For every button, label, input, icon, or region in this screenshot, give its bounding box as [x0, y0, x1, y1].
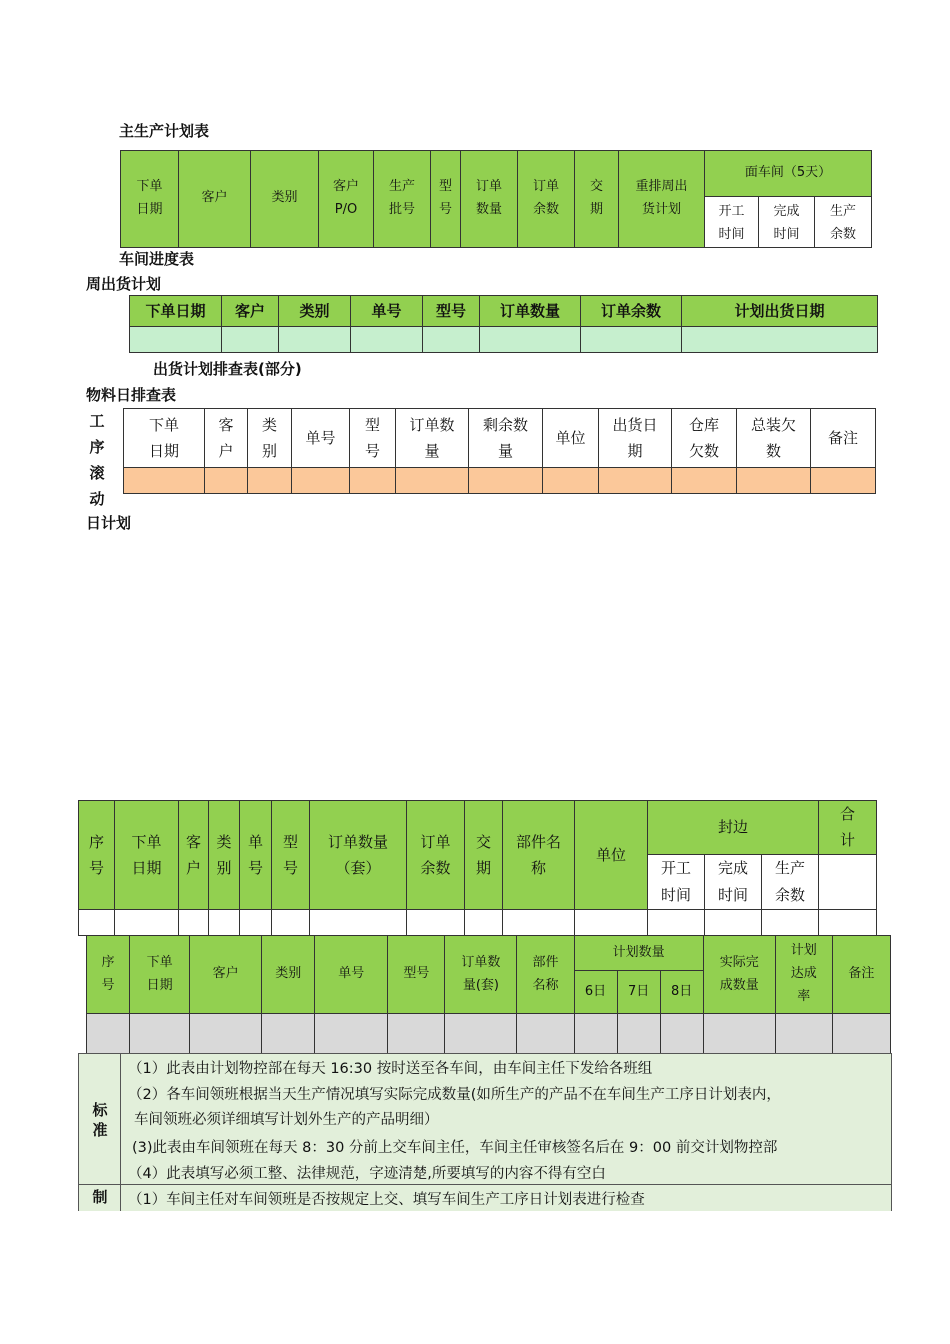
t3-unit: 单位	[543, 409, 599, 468]
control-label-cell	[78, 1184, 122, 1211]
t1-reschedule: 重排周出 货计划	[619, 151, 705, 248]
t4-prod-remain: 生产 余数	[762, 854, 819, 909]
t4-cell[interactable]	[79, 909, 115, 935]
t3-remaining-qty: 剩余数 量	[469, 409, 543, 468]
t4-start-time: 开工 时间	[648, 854, 705, 909]
t5-planned-qty: 计划数量	[574, 936, 703, 971]
t4-cell[interactable]	[575, 909, 648, 935]
t5-cell[interactable]	[130, 1014, 190, 1054]
t3-remarks: 备注	[811, 409, 876, 468]
t3-ship-date: 出货日 期	[599, 409, 672, 468]
t2-cell[interactable]	[581, 327, 682, 353]
t4-cell[interactable]	[648, 909, 705, 935]
t4-unit: 单位	[575, 801, 648, 910]
weekly-shipping-table	[129, 295, 878, 353]
t3-order-no: 单号	[292, 409, 350, 468]
t5-day-8: 8日	[660, 971, 703, 1014]
t1-prod-remain: 生产 余数	[815, 197, 872, 248]
t2-planned-ship-date: 计划出货日期	[682, 296, 878, 327]
t4-cell[interactable]	[272, 909, 310, 935]
t3-cell[interactable]	[248, 468, 292, 494]
t5-category: 类别	[262, 936, 315, 1014]
t5-cell[interactable]	[775, 1014, 832, 1054]
t3-order-qty: 订单数 量	[396, 409, 469, 468]
material-daily-title: 物料日排查表	[86, 386, 177, 404]
t5-order-no: 单号	[315, 936, 388, 1014]
t4-cell[interactable]	[179, 909, 209, 935]
t5-cell[interactable]	[703, 1014, 775, 1054]
material-check-table	[123, 408, 876, 494]
t2-order-no: 单号	[351, 296, 423, 327]
t1-order-remain: 订单 余数	[518, 151, 575, 248]
t2-cell[interactable]	[279, 327, 351, 353]
t4-cell[interactable]	[209, 909, 240, 935]
t3-cell[interactable]	[599, 468, 672, 494]
t2-cell[interactable]	[222, 327, 279, 353]
t5-day-7: 7日	[617, 971, 660, 1014]
standard-line-4: (3)此表由车间领班在每天 8：30 分前上交车间主任，车间主任审核签名后在 9：00 前交计划物控部	[132, 1140, 778, 1156]
t4-cell[interactable]	[465, 909, 503, 935]
t4-cell[interactable]	[240, 909, 272, 935]
t1-finish-time: 完成 时间	[759, 197, 815, 248]
t1-model: 型 号	[431, 151, 461, 248]
t5-cell[interactable]	[190, 1014, 262, 1054]
t4-cell[interactable]	[705, 909, 762, 935]
t5-cell[interactable]	[832, 1014, 890, 1054]
t5-cell[interactable]	[262, 1014, 315, 1054]
t1-customer: 客户	[179, 151, 251, 248]
t4-customer: 客 户	[179, 801, 209, 910]
t2-order-date: 下单日期	[130, 296, 222, 327]
t3-cell[interactable]	[350, 468, 396, 494]
t5-cell[interactable]	[388, 1014, 445, 1054]
standard-line-2: （2）各车间领班根据当天生产情况填写实际完成数量(如所生产的产品不在车间生产工序日计划表内，	[128, 1087, 781, 1103]
master-plan-table	[120, 150, 872, 248]
t1-order-date: 下单 日期	[121, 151, 179, 248]
t1-delivery: 交 期	[575, 151, 619, 248]
t2-customer: 客户	[222, 296, 279, 327]
t1-start-time: 开工 时间	[705, 197, 759, 248]
t5-seq: 序 号	[87, 936, 130, 1014]
daily-plan-title: 日计划	[86, 514, 132, 532]
t3-assembly-owed: 总装欠 数	[737, 409, 811, 468]
t3-category: 类 别	[248, 409, 292, 468]
t5-model: 型号	[388, 936, 445, 1014]
weekly-shipping-title: 周出货计划	[86, 275, 162, 293]
t2-cell[interactable]	[480, 327, 581, 353]
t3-cell[interactable]	[124, 468, 205, 494]
t2-model: 型号	[423, 296, 480, 327]
t4-finish-time: 完成 时间	[705, 854, 762, 909]
t4-cell[interactable]	[310, 909, 407, 935]
shipping-schedule-title: 出货计划排查表(部分)	[153, 360, 302, 378]
t5-cell[interactable]	[87, 1014, 130, 1054]
t5-order-date: 下单 日期	[130, 936, 190, 1014]
t2-cell[interactable]	[423, 327, 480, 353]
t4-cell[interactable]	[115, 909, 179, 935]
t3-cell[interactable]	[396, 468, 469, 494]
t4-category: 类 别	[209, 801, 240, 910]
standard-line-5: （4）此表填写必须工整、法律规范，字迹清楚,所要填写的内容不得有空白	[128, 1166, 606, 1182]
standard-line-1: （1）此表由计划物控部在每天 16:30 按时送至各车间，由车间主任下发给各班组	[128, 1061, 653, 1077]
t5-part-name: 部件 名称	[517, 936, 574, 1014]
standard-label-2: 准	[92, 1121, 108, 1139]
t4-cell[interactable]	[819, 909, 877, 935]
process-rolling-label: 工 序 滚 动	[89, 412, 105, 508]
t3-cell[interactable]	[205, 468, 248, 494]
t3-cell[interactable]	[811, 468, 876, 494]
t5-remarks: 备注	[832, 936, 890, 1014]
master-plan-title: 主生产计划表	[119, 122, 210, 140]
t5-day-6: 6日	[574, 971, 617, 1014]
t1-customer-po: 客户 P/O	[319, 151, 374, 248]
t3-cell[interactable]	[543, 468, 599, 494]
t3-cell[interactable]	[737, 468, 811, 494]
t2-category: 类别	[279, 296, 351, 327]
t3-order-date: 下单 日期	[124, 409, 205, 468]
t4-cell[interactable]	[762, 909, 819, 935]
t5-cell[interactable]	[315, 1014, 388, 1054]
t5-cell[interactable]	[517, 1014, 574, 1054]
t4-order-remain: 订单 余数	[407, 801, 465, 910]
t5-customer: 客户	[190, 936, 262, 1014]
t2-order-remain: 订单余数	[581, 296, 682, 327]
t2-order-qty: 订单数量	[480, 296, 581, 327]
t1-category: 类别	[251, 151, 319, 248]
t5-cell[interactable]	[617, 1014, 660, 1054]
daily-plan-table	[86, 935, 891, 1054]
t2-cell[interactable]	[682, 327, 878, 353]
t5-cell[interactable]	[574, 1014, 617, 1054]
t1-surface-workshop: 面车间（5天）	[705, 151, 872, 197]
t4-order-date: 下单 日期	[115, 801, 179, 910]
t4-model: 型 号	[272, 801, 310, 910]
control-line-1: （1）车间主任对车间领班是否按规定上交、填写车间生产工序日计划表进行检查	[128, 1192, 645, 1208]
t3-model: 型 号	[350, 409, 396, 468]
standard-label-cell	[78, 1053, 122, 1185]
t1-order-qty: 订单 数量	[461, 151, 518, 248]
t3-cell[interactable]	[469, 468, 543, 494]
workshop-progress-title: 车间进度表	[119, 250, 195, 268]
t4-order-qty-sets: 订单数量 （套）	[310, 801, 407, 910]
t4-seq: 序 号	[79, 801, 115, 910]
t3-cell[interactable]	[292, 468, 350, 494]
t5-cell[interactable]	[445, 1014, 517, 1054]
control-label: 制	[92, 1188, 108, 1206]
standard-label-1: 标	[92, 1101, 108, 1119]
t3-warehouse-owed: 仓库 欠数	[672, 409, 737, 468]
t5-cell[interactable]	[660, 1014, 703, 1054]
t4-edge-banding: 封边	[648, 801, 819, 855]
t4-delivery: 交 期	[465, 801, 503, 910]
t1-batch-no: 生产 批号	[374, 151, 431, 248]
t5-order-qty-sets: 订单数 量(套)	[445, 936, 517, 1014]
t4-cell[interactable]	[503, 909, 575, 935]
t4-total: 合 计	[819, 801, 877, 855]
t5-actual-done: 实际完 成数量	[703, 936, 775, 1014]
t4-total-cell[interactable]	[819, 854, 877, 909]
t2-cell[interactable]	[351, 327, 423, 353]
t5-achieve-rate: 计划 达成 率	[775, 936, 832, 1014]
standard-line-3: 车间领班必须详细填写计划外生产的产品明细）	[134, 1112, 439, 1128]
t3-cell[interactable]	[672, 468, 737, 494]
t4-part-name: 部件名 称	[503, 801, 575, 910]
t2-cell[interactable]	[130, 327, 222, 353]
t3-customer: 客 户	[205, 409, 248, 468]
edge-banding-table	[78, 800, 877, 936]
t4-order-no: 单 号	[240, 801, 272, 910]
t4-cell[interactable]	[407, 909, 465, 935]
